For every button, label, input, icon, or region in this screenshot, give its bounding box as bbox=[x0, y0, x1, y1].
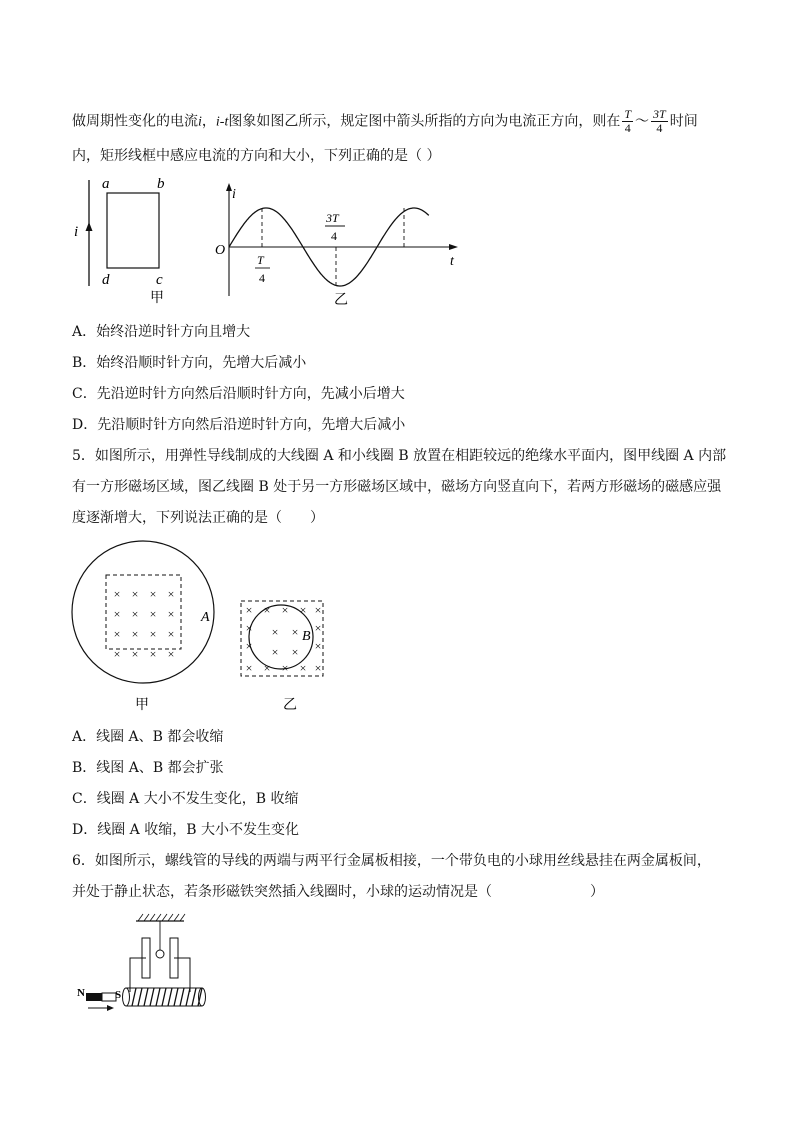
field-cross-mark: × bbox=[245, 621, 253, 635]
label-coil-a: A bbox=[201, 610, 210, 625]
hatch-line bbox=[138, 914, 143, 921]
field-cross-mark: × bbox=[271, 625, 279, 639]
field-cross-mark: × bbox=[131, 627, 139, 641]
rect-loop bbox=[107, 193, 159, 268]
var-it: i-t bbox=[215, 114, 229, 130]
figure-q6-solenoid bbox=[74, 908, 224, 1018]
q4-stem-text-c: 时间 bbox=[669, 113, 698, 130]
field-cross-mark: × bbox=[299, 661, 307, 675]
label-i: i bbox=[74, 224, 79, 240]
q6-stem-line1: 6．如图所示，螺线管的导线的两端与两平行金属板相接，一个带负电的小球用丝线悬挂在两金属板间， bbox=[72, 853, 711, 869]
field-cross-mark: × bbox=[291, 625, 299, 639]
field-cross-mark: × bbox=[263, 603, 271, 617]
field-cross-mark: × bbox=[113, 627, 121, 641]
coil-a-circle bbox=[72, 541, 214, 683]
q5-option-d[interactable]: D．线圈 A 收缩，B 大小不发生变化 bbox=[72, 822, 299, 838]
field-cross-mark: × bbox=[113, 607, 121, 621]
q5-option-a[interactable]: A．线圈 A、B 都会收缩 bbox=[72, 729, 224, 745]
origin-label: O bbox=[215, 243, 226, 258]
field-cross-mark: × bbox=[314, 639, 322, 653]
field-cross-mark: × bbox=[291, 645, 299, 659]
ceiling-hatch bbox=[138, 914, 185, 921]
q5-stem-line1: 5．如图所示，用弹性导线制成的大线圈 A 和小线圈 B 放置在相距较远的绝缘水平面内，图甲线圈 A 内部 bbox=[72, 448, 727, 464]
winding-turn bbox=[192, 988, 196, 1006]
solenoid-left-end bbox=[123, 988, 130, 1006]
q5-stem-line3: 度逐渐增大，下列说法正确的是（ ） bbox=[72, 510, 324, 526]
hatch-line bbox=[156, 914, 161, 921]
winding-turn bbox=[174, 988, 178, 1006]
field-cross-mark: × bbox=[149, 607, 157, 621]
var-i: i bbox=[198, 114, 202, 130]
field-cross-mark: × bbox=[149, 587, 157, 601]
caption-q5-yi: 乙 bbox=[283, 698, 297, 713]
q4-stem-line2: 内，矩形线框中感应电流的方向和大小，下列正确的是（ ） bbox=[72, 148, 441, 164]
field-cross-mark: × bbox=[131, 607, 139, 621]
field-cross-mark: × bbox=[245, 661, 253, 675]
winding-turn bbox=[132, 988, 136, 1006]
solenoid-windings bbox=[132, 988, 202, 1006]
magnet-label-n: N bbox=[77, 987, 85, 999]
field-cross-mark: × bbox=[245, 603, 253, 617]
q5-option-c[interactable]: C．线圈 A 大小不发生变化，B 收缩 bbox=[72, 791, 299, 807]
winding-turn bbox=[150, 988, 154, 1006]
field-cross-mark: × bbox=[167, 587, 175, 601]
field-cross-mark: × bbox=[167, 627, 175, 641]
tick-t-den: 4 bbox=[259, 271, 265, 285]
tick-3t-den: 4 bbox=[331, 229, 337, 243]
x-axis-arrow-icon bbox=[449, 244, 458, 250]
winding-turn bbox=[168, 988, 172, 1006]
label-coil-b: B bbox=[302, 629, 311, 644]
comma: ， bbox=[201, 113, 216, 130]
winding-turn bbox=[180, 988, 184, 1006]
figure-yi-graph bbox=[210, 178, 470, 313]
label-d: d bbox=[102, 272, 110, 288]
winding-turn bbox=[144, 988, 148, 1006]
winding-turn bbox=[162, 988, 166, 1006]
field-cross-mark: × bbox=[113, 587, 121, 601]
axis-label-t: t bbox=[450, 254, 454, 269]
tick-t-num: T bbox=[257, 253, 264, 267]
label-a: a bbox=[102, 176, 110, 192]
winding-turn bbox=[186, 988, 190, 1006]
field-cross-mark: × bbox=[245, 639, 253, 653]
field-cross-mark: × bbox=[263, 661, 271, 675]
q5-stem-line2: 有一方形磁场区域，图乙线圈 B 处于另一方形磁场区域中，磁场方向竖直向下，若两方形磁场的磁感应强 bbox=[72, 479, 722, 495]
field-cross-mark: × bbox=[314, 621, 322, 635]
hatch-line bbox=[150, 914, 155, 921]
field-cross-mark: × bbox=[131, 587, 139, 601]
tick-3t-num: 3T bbox=[326, 211, 339, 225]
hatch-line bbox=[180, 914, 185, 921]
field-cross-mark: × bbox=[281, 603, 289, 617]
q5-option-b[interactable]: B．线图 A、B 都会扩张 bbox=[72, 760, 224, 776]
field-cross-mark: × bbox=[167, 647, 175, 661]
field-crosses-a bbox=[114, 587, 175, 661]
magnet-south-half bbox=[102, 993, 116, 1001]
axis-label-i: i bbox=[232, 187, 236, 202]
current-arrow-icon bbox=[86, 222, 93, 231]
field-cross-mark: × bbox=[271, 645, 279, 659]
q4-option-c[interactable]: C．先沿逆时针方向然后沿顺时针方向，先减小后增大 bbox=[72, 386, 405, 402]
field-cross-mark: × bbox=[131, 647, 139, 661]
magnet-label-s: S bbox=[115, 989, 122, 1001]
winding-turn bbox=[138, 988, 142, 1006]
caption-q5-jia: 甲 bbox=[135, 698, 149, 713]
tilde: ～ bbox=[635, 113, 650, 130]
field-cross-mark: × bbox=[167, 607, 175, 621]
q4-option-b[interactable]: B．始终沿顺时针方向，先增大后减小 bbox=[72, 355, 307, 371]
fraction-3t-over-4: $\frac{3T}{4}$ bbox=[653, 107, 666, 135]
q4-stem-text-a: 做周期性变化的电流 bbox=[72, 113, 198, 130]
label-c: c bbox=[156, 272, 163, 288]
figure-jia-loop bbox=[60, 170, 200, 310]
magnet-north-half bbox=[86, 993, 102, 1001]
field-cross-mark: × bbox=[113, 647, 121, 661]
hatch-line bbox=[162, 914, 167, 921]
label-b: b bbox=[157, 176, 165, 192]
hatch-line bbox=[144, 914, 149, 921]
field-cross-mark: × bbox=[314, 661, 322, 675]
caption-yi: 乙 bbox=[334, 293, 348, 308]
fraction-t-over-4: $\frac{T}{4}$ bbox=[624, 107, 632, 135]
q4-option-a[interactable]: A．始终沿逆时针方向且增大 bbox=[72, 324, 251, 340]
hatch-line bbox=[168, 914, 173, 921]
q4-option-d[interactable]: D．先沿顺时针方向然后沿逆时针方向，先增大后减小 bbox=[72, 417, 406, 433]
charged-ball bbox=[156, 950, 164, 958]
field-cross-mark: × bbox=[149, 627, 157, 641]
field-cross-mark: × bbox=[149, 647, 157, 661]
field-cross-mark: × bbox=[314, 603, 322, 617]
field-cross-mark: × bbox=[299, 603, 307, 617]
field-cross-mark: × bbox=[281, 661, 289, 675]
caption-jia: 甲 bbox=[150, 291, 164, 306]
q4-stem-line1 bbox=[72, 108, 698, 135]
motion-arrow-icon bbox=[107, 1005, 114, 1011]
figure-q5-coils bbox=[60, 540, 350, 720]
hatch-line bbox=[174, 914, 179, 921]
q6-stem-line2: 并处于静止状态，若条形磁铁突然插入线圈时，小球的运动情况是（ ） bbox=[72, 884, 604, 900]
q4-stem-text-b: 图象如图乙所示，规定图中箭头所指的方向为电流正方向，则在 bbox=[228, 113, 621, 130]
winding-turn bbox=[156, 988, 160, 1006]
